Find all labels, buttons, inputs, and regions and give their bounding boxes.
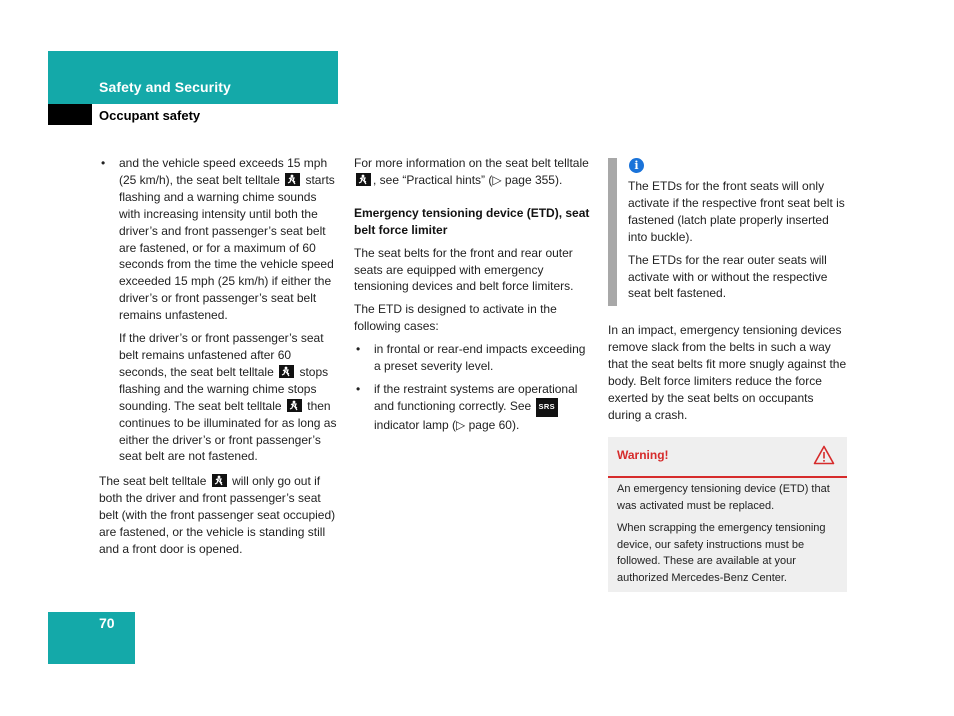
header-bar (48, 51, 338, 104)
column-2 (354, 155, 592, 440)
text: If the driver’s or front passenger’s seat belt remains unfastened after 60 seconds, the seat belt telltale (119, 331, 324, 379)
paragraph: The seat belts for the front and rear outer seats are equipped with emergency tensioning devices and belt force limiters. (354, 245, 574, 294)
info-icon: i (629, 158, 644, 173)
column-1 (99, 155, 339, 564)
section-heading: Emergency tensioning device (ETD), seat belt force limiter (354, 205, 590, 237)
text: starts flashing and a warning chime sounds with increasing intensity until both the driver’s and front passenger’s seat belt are fastened, or for a maximum of 60 seconds from the time the vehicle speed exceeded 15 mph (25 km/h) if either the driver’s or front passenger’s seat belt remains unfastened. (119, 172, 335, 323)
text: indicator lamp (▷ page 60). (374, 417, 520, 432)
list-item: • in frontal or rear-end impacts exceeding a preset severity level. (354, 341, 592, 375)
text: , see “Practical hints” (▷ page 355). (373, 172, 563, 187)
text: The seat belt telltale (99, 474, 207, 489)
paragraph (99, 330, 339, 465)
text: stops flashing and the warning chime stops sounding. The seat belt telltale (119, 364, 329, 413)
text: will only go out if both the driver and front passenger’s seat belt (with the front passenger seat occupied) are fastened, or the vehicle is standing still and a front door is opened. (99, 474, 336, 556)
impact-paragraph: In an impact, emergency tensioning devices remove slack from the belts in such a way that the seat belts fit more snugly against the body. Belt force limiters reduce the force exerted by the seat belts on occupants during a crash. (608, 323, 847, 422)
page-number-box (48, 612, 135, 664)
list-item (99, 155, 339, 324)
section-title: Safety and Security (99, 79, 231, 95)
paragraph: The ETDs for the front seats will only activate if the respective front seat belt is fastened (latch plate properly inserted into buckle). (628, 179, 845, 244)
text: For more information on the seat belt telltale (354, 156, 589, 170)
paragraph: The ETDs for the rear outer seats will activate with or without the respective seat belt fastened. (628, 252, 828, 301)
subsection-marker (48, 104, 92, 125)
srs-indicator-icon: SRS (536, 398, 558, 417)
warning-title: Warning! (617, 448, 669, 462)
paragraph: The ETD is designed to activate in the following cases: (354, 302, 557, 334)
seat-belt-telltale-icon (356, 173, 371, 186)
list-item (354, 381, 592, 434)
warning-body (617, 481, 841, 592)
text: and the vehicle speed exceeds 15 mph (25 km/h), the seat belt telltale (119, 156, 328, 187)
seat-belt-telltale-icon (287, 399, 302, 412)
info-text (628, 178, 850, 308)
text: if the restraint systems are operational and functioning correctly. See (374, 381, 578, 413)
seat-belt-telltale-icon (279, 365, 294, 378)
warning-triangle-icon (813, 445, 835, 470)
text: then continues to be illuminated for as long as either the driver’s or front passenger’s seat belt are not fastened. (119, 398, 337, 464)
seat-belt-telltale-icon (212, 474, 227, 487)
paragraph (99, 473, 339, 558)
paragraph (354, 155, 592, 189)
info-note (608, 158, 848, 306)
page-number: 70 (99, 615, 115, 631)
info-bar (608, 158, 617, 306)
paragraph: An emergency tensioning device (ETD) that was activated must be replaced. (617, 483, 830, 512)
warning-box (608, 437, 847, 592)
seat-belt-telltale-icon (285, 173, 300, 186)
subsection-title: Occupant safety (99, 108, 201, 123)
paragraph: When scrapping the emergency tensioning device, our safety instructions must be followed. These are available at your authorized Mercedes-Benz Center. (617, 522, 826, 584)
warning-header (608, 437, 847, 478)
